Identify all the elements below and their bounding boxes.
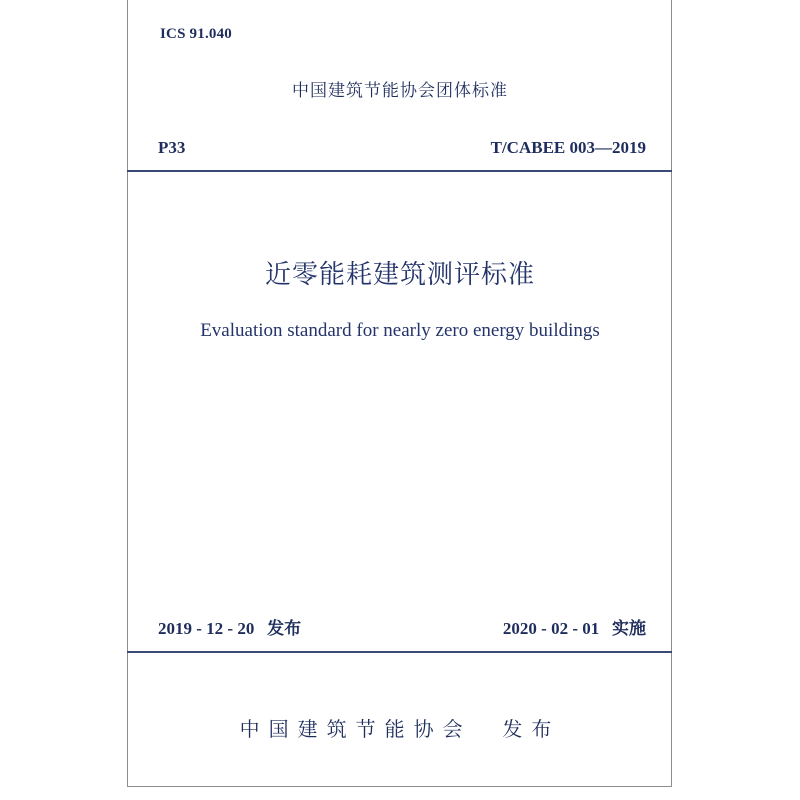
- standard-number: T/CABEE 003—2019: [490, 138, 646, 157]
- standard-title-english: Evaluation standard for nearly zero energy buildings: [200, 320, 600, 341]
- ics-code: ICS 91.040: [160, 26, 233, 42]
- implementation-date: 2020 - 02 - 01: [502, 619, 600, 638]
- publisher-action: 发布: [502, 717, 561, 741]
- publisher-line: [0, 713, 800, 742]
- standard-cover: [127, 0, 672, 787]
- publisher-name: 中国建筑节能协会: [239, 717, 472, 741]
- footer-divider: [127, 651, 672, 653]
- issue-label: 发布: [267, 619, 302, 639]
- standard-title-chinese: 近零能耗建筑测评标准: [264, 260, 535, 290]
- implementation-date-line: [420, 614, 646, 639]
- header-divider: [127, 170, 672, 172]
- association-standard-heading: 中国建筑节能协会团体标准: [292, 81, 508, 101]
- implementation-label: 实施: [612, 619, 646, 639]
- issue-date: 2019 - 12 - 20: [158, 619, 255, 638]
- classification-code: P33: [158, 138, 186, 157]
- issue-date-line: [158, 614, 301, 639]
